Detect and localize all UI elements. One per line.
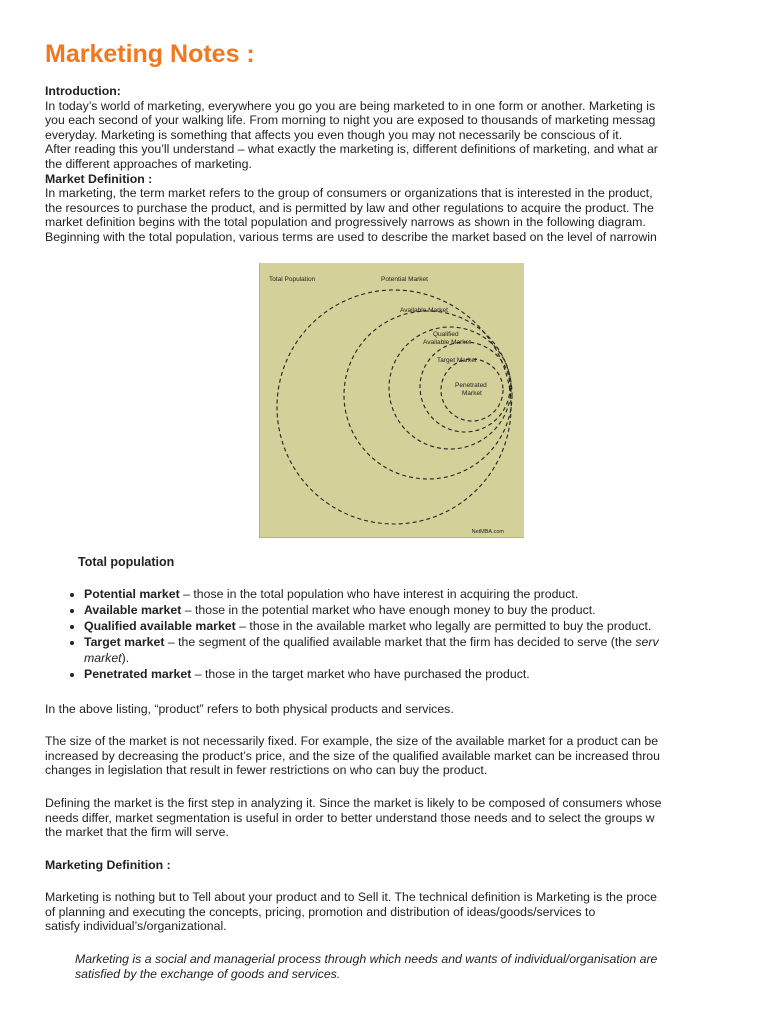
paragraph-line: Marketing is nothing but to Tell about your product and to Sell it. The technical definition is Marketing is the proce bbox=[45, 890, 658, 904]
list-tail: ). bbox=[121, 651, 130, 665]
definition-quote bbox=[75, 952, 734, 982]
paragraph-line: needs differ, market segmentation is useful in order to better understand those needs and to select the groups w bbox=[45, 810, 655, 825]
list-term: Available market bbox=[84, 603, 182, 617]
label-qualified-available: Available Market bbox=[423, 339, 471, 346]
product-paragraph bbox=[45, 702, 734, 717]
label-target-market: Target Market bbox=[437, 357, 477, 364]
list-item bbox=[84, 634, 734, 666]
label-available-market: Available Market bbox=[400, 307, 448, 314]
label-qualified: Qualified bbox=[433, 331, 459, 338]
label-penetrated-market: Market bbox=[462, 390, 482, 397]
label-total-population: Total Population bbox=[269, 276, 316, 283]
label-potential-market: Potential Market bbox=[381, 276, 428, 283]
document-page bbox=[45, 0, 734, 1024]
market-diagram bbox=[259, 263, 524, 538]
list-italic: serv bbox=[635, 635, 659, 649]
list-desc: – those in the potential market who have enough money to buy the product. bbox=[181, 603, 596, 617]
list-italic: market bbox=[84, 651, 122, 665]
market-definition-line: the resources to purchase the product, and is permitted by law and other regulations to acquire the product. The bbox=[45, 200, 654, 215]
potential-market-circle bbox=[277, 290, 511, 524]
paragraph-line: The size of the market is not necessarily fixed. For example, the size of the available market for a product can be bbox=[45, 734, 659, 748]
list-term: Potential market bbox=[84, 587, 180, 601]
list-desc: – the segment of the qualified available market that the firm has decided to serve (the bbox=[164, 635, 636, 649]
list-item bbox=[84, 586, 734, 602]
paragraph-line: the market that the firm will serve. bbox=[45, 825, 229, 840]
list-desc: – those in the target market who have purchased the product. bbox=[191, 667, 530, 681]
quote-line: satisfied by the exchange of goods and services. bbox=[75, 967, 341, 981]
diagram-credit: NetMBA.com bbox=[471, 529, 504, 535]
list-term: Qualified available market bbox=[84, 619, 236, 633]
intro-line: In today’s world of marketing, everywhere you go you are being marketed to in one form or another. Marketing is bbox=[45, 98, 656, 113]
market-definition-line: In marketing, the term market refers to the group of consumers or organizations that is interested in the product, bbox=[45, 186, 653, 201]
marketing-definition-paragraph bbox=[45, 890, 734, 934]
paragraph-line: changes in legislation that result in fewer restrictions on who can buy the product. bbox=[45, 763, 488, 778]
intro-line: After reading this you’ll understand – what exactly the marketing is, different definitions of marketing, and what ar bbox=[45, 142, 658, 157]
label-penetrated: Penetrated bbox=[455, 382, 487, 389]
list-desc: – those in the available market who legally are permitted to buy the product. bbox=[235, 619, 652, 633]
intro-line: the different approaches of marketing. bbox=[45, 156, 252, 171]
paragraph-line: In the above listing, “product” refers to both physical products and services. bbox=[45, 702, 454, 716]
quote-line: Marketing is a social and managerial process through which needs and wants of individual/organisation are bbox=[75, 952, 658, 966]
diagram-caption: Total population bbox=[78, 555, 175, 569]
list-term: Target market bbox=[84, 635, 165, 649]
intro-line: everyday. Marketing is something that affects you even though you may not necessarily be conscious of it. bbox=[45, 127, 623, 142]
list-term: Penetrated market bbox=[84, 667, 192, 681]
market-diagram-svg bbox=[260, 263, 524, 537]
list-desc: – those in the total population who have interest in acquiring the product. bbox=[179, 587, 579, 601]
market-definition-line: Beginning with the total population, various terms are used to describe the market based on the level of narrowin bbox=[45, 229, 657, 244]
list-item bbox=[84, 666, 734, 682]
market-size-paragraph bbox=[45, 734, 734, 778]
list-item bbox=[84, 618, 734, 634]
marketing-definition-section bbox=[45, 858, 734, 873]
market-list bbox=[45, 586, 734, 682]
market-definition-heading: Market Definition : bbox=[45, 171, 153, 186]
page-title: Marketing Notes : bbox=[45, 40, 255, 68]
intro-heading: Introduction: bbox=[45, 84, 121, 98]
list-item bbox=[84, 602, 734, 618]
marketing-definition-heading: Marketing Definition : bbox=[45, 858, 171, 872]
defining-market-paragraph bbox=[45, 796, 734, 840]
intro-line: you each second of your walking life. From morning to night you are exposed to thousands of marketing messag bbox=[45, 113, 656, 128]
paragraph-line: Defining the market is the first step in analyzing it. Since the market is likely to be composed of consumers whose bbox=[45, 796, 662, 810]
paragraph-line: of planning and executing the concepts, pricing, promotion and distribution of ideas/goods/services to bbox=[45, 904, 596, 919]
intro-section bbox=[45, 84, 734, 245]
market-definition-line: market definition begins with the total population and progressively narrows as shown in the following diagram. bbox=[45, 215, 646, 230]
paragraph-line: increased by decreasing the product’s price, and the size of the qualified available market can be increased throu bbox=[45, 748, 660, 763]
paragraph-line: satisfy individual’s/organizational. bbox=[45, 919, 227, 934]
